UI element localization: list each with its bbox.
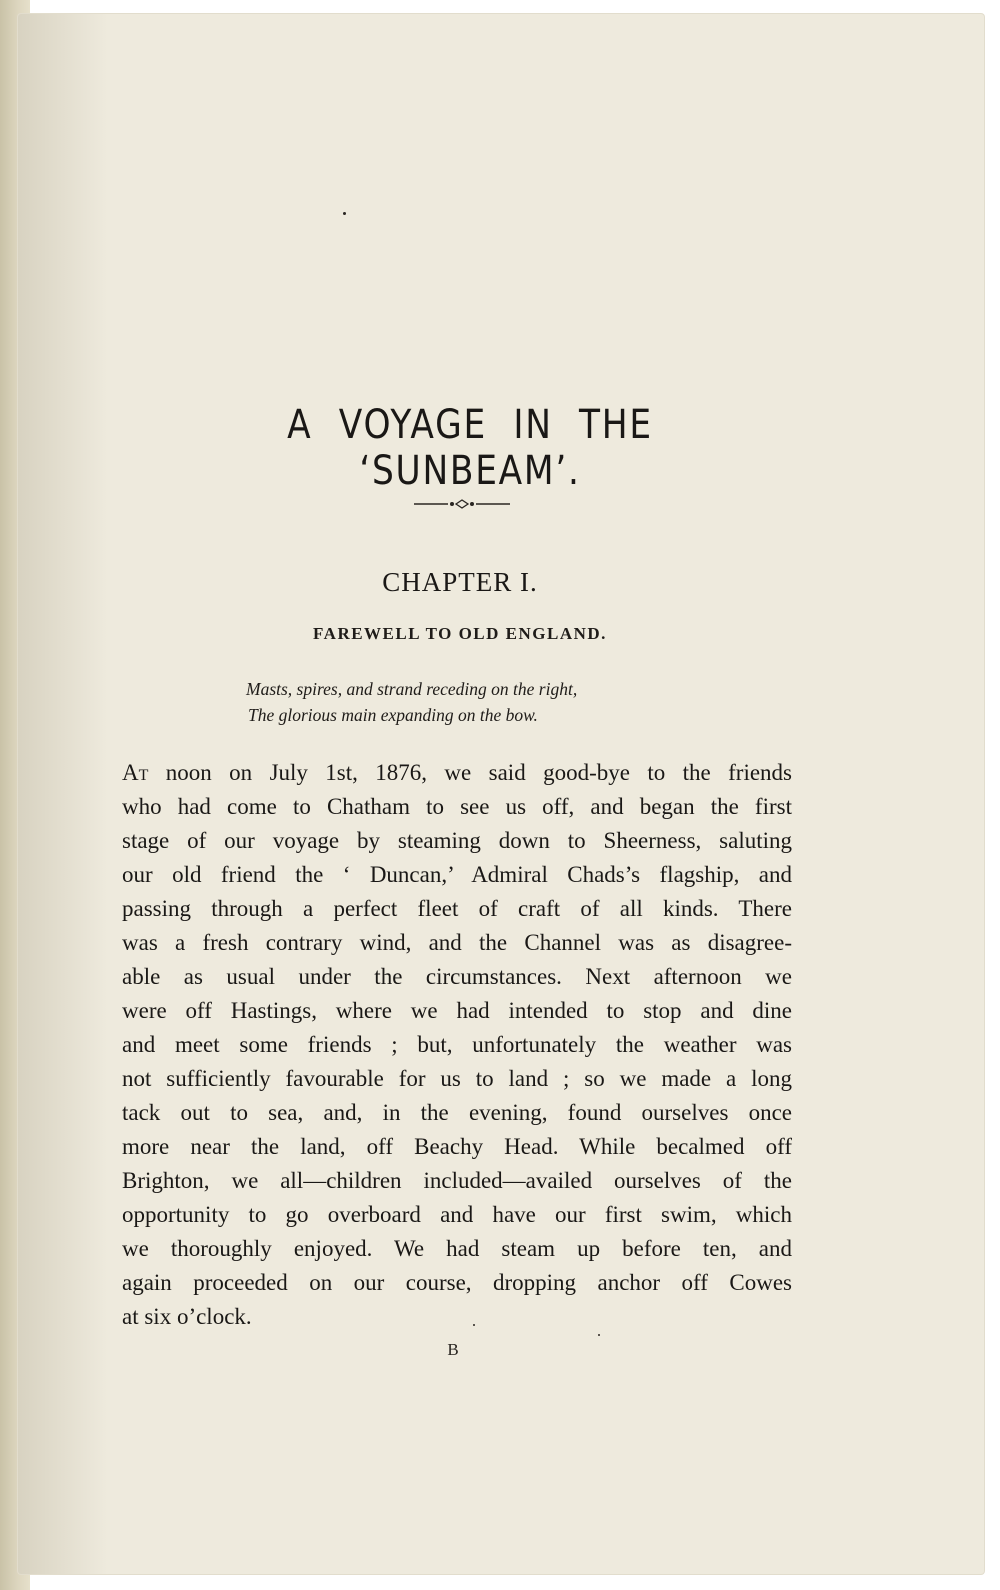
body-text-line: [122, 892, 792, 926]
body-line-text: we thoroughly enjoyed. We had steam up before ten, and: [122, 1236, 792, 1261]
body-line-text: again proceeded on our course, dropping anchor off Cowes: [122, 1270, 792, 1295]
body-line-text: at six o’clock.: [122, 1304, 252, 1329]
page-gutter-shadow: [18, 14, 108, 1574]
body-text-line: [122, 1164, 792, 1198]
epigraph: [246, 676, 726, 728]
body-line-text: not sufficiently favourable for us to land ; so we made a long: [122, 1066, 792, 1091]
chapter-heading: CHAPTER I.: [382, 567, 538, 597]
chapter-title: FAREWELL TO OLD ENGLAND.: [313, 624, 607, 643]
chapter-body-paragraph: [122, 756, 792, 1334]
book-page: [18, 14, 984, 1574]
body-line-text: more near the land, off Beachy Head. While becalmed off: [122, 1134, 792, 1159]
body-line-text: our old friend the ‘ Duncan,’ Admiral Chads’s flagship, and: [122, 862, 792, 887]
body-line-text: passing through a perfect fleet of craft of all kinds. There: [122, 896, 792, 921]
ink-speck: [598, 1334, 600, 1336]
body-line-text: and meet some friends ; but, unfortunately the weather was: [122, 1032, 792, 1057]
body-line-text: were off Hastings, where we had intended to stop and dine: [122, 998, 792, 1023]
body-text-line: [122, 824, 792, 858]
body-line-text: tack out to sea, and, in the evening, found ourselves once: [122, 1100, 792, 1125]
body-line-text: was a fresh contrary wind, and the Channel was as disagree-: [122, 930, 792, 955]
body-text-line: [122, 1028, 792, 1062]
body-line-text: opportunity to go overboard and have our first swim, which: [122, 1202, 792, 1227]
body-text-line: [122, 1062, 792, 1096]
body-line-text: stage of our voyage by steaming down to Sheerness, saluting: [122, 828, 792, 853]
body-text-line: [122, 926, 792, 960]
body-text-line: [122, 1266, 792, 1300]
body-text-line: [122, 1130, 792, 1164]
body-text-line: [122, 1300, 792, 1334]
body-text-line: [122, 960, 792, 994]
body-text-line: [122, 756, 792, 790]
ink-speck: [343, 212, 346, 215]
body-line-text: able as usual under the circumstances. Next afternoon we: [122, 964, 792, 989]
signature-mark: B: [447, 1340, 459, 1359]
body-line-text: noon on July 1st, 1876, we said good-bye to the friends: [148, 760, 792, 785]
book-title: A VOYAGE IN THE ‘SUNBEAM’.: [287, 402, 653, 494]
body-line-text: who had come to Chatham to see us off, and began the first: [122, 794, 792, 819]
body-text-line: [122, 1232, 792, 1266]
body-line-text: Brighton, we all—children included—availed ourselves of the: [122, 1168, 792, 1193]
opening-small-caps: At: [122, 760, 149, 785]
body-text-line: [122, 790, 792, 824]
body-text-line: [122, 994, 792, 1028]
title-ornament-divider: [414, 496, 510, 512]
body-text-line: [122, 1096, 792, 1130]
epigraph-line: Masts, spires, and strand receding on the right,: [246, 679, 578, 699]
body-text-line: [122, 858, 792, 892]
epigraph-line: The glorious main expanding on the bow.: [248, 705, 538, 725]
body-text-line: [122, 1198, 792, 1232]
